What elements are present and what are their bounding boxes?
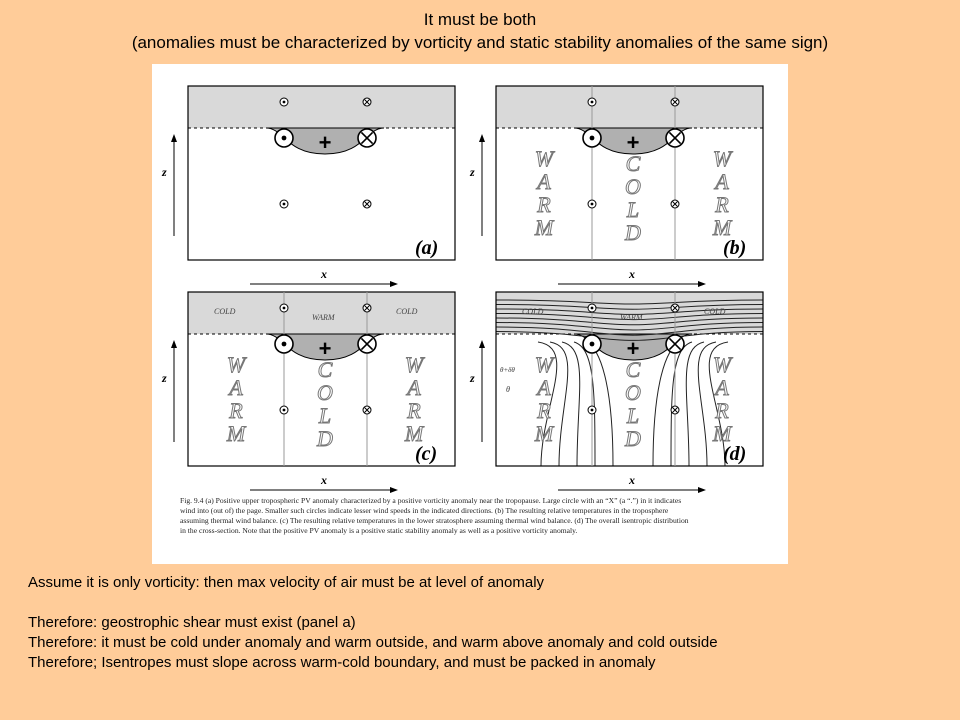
- plus-symbol: +: [626, 130, 640, 155]
- figure-diagram: [152, 64, 788, 564]
- wind-out-small-dot: [283, 203, 286, 206]
- plus-symbol: +: [318, 130, 332, 155]
- x-axis-arrowhead: [698, 487, 706, 493]
- cold-region-label: C: [625, 357, 641, 382]
- cold-region-label: O: [317, 380, 333, 405]
- upper-cold-label: COLD: [214, 307, 236, 316]
- figure-panel: [152, 64, 788, 564]
- theta-upper-label: θ+δθ: [500, 366, 515, 374]
- x-axis-arrowhead: [390, 487, 398, 493]
- z-axis-arrowhead: [479, 134, 485, 142]
- wind-out-large-dot: [282, 136, 287, 141]
- warm-region-label: A: [537, 375, 551, 400]
- note-line-4: Therefore; Isentropes must slope across warm-cold boundary, and must be packed in anomaly: [28, 654, 656, 671]
- cold-region-label: O: [625, 380, 641, 405]
- cold-region-label: L: [626, 403, 640, 428]
- stratosphere-layer: [188, 86, 455, 128]
- title-line-1: It must be both: [423, 10, 537, 29]
- warm-region-label: R: [407, 398, 421, 423]
- stratosphere-layer: [496, 86, 763, 128]
- plus-symbol: +: [318, 336, 332, 361]
- panel-label: (a): [415, 237, 439, 259]
- warm-region-label: M: [712, 215, 732, 240]
- warm-region-label: W: [226, 352, 246, 377]
- z-axis-label: z: [470, 371, 475, 385]
- wind-out-small-dot: [283, 307, 286, 310]
- note-line-3: Therefore: it must be cold under anomaly and warm outside, and warm above anomaly and cold outside: [28, 634, 718, 651]
- z-axis-arrowhead: [171, 134, 177, 142]
- caption-line: wind into (out of) the page. Smaller such circles indicate lesser wind speeds in the indicated directions. (b) The resulting relative temperatures in the troposphere: [180, 506, 669, 515]
- warm-region-label: R: [537, 398, 551, 423]
- wind-out-large-dot: [590, 342, 595, 347]
- warm-region-label: R: [715, 192, 729, 217]
- warm-region-label: W: [712, 352, 732, 377]
- x-axis-label: x: [321, 267, 327, 281]
- z-axis-label: z: [470, 165, 475, 179]
- theta-lower-label: θ: [506, 385, 510, 394]
- z-axis-arrowhead: [479, 340, 485, 348]
- isentrope-line: [653, 342, 680, 466]
- warm-region-label: W: [712, 146, 732, 171]
- plus-symbol: +: [626, 336, 640, 361]
- warm-region-label: R: [715, 398, 729, 423]
- title-block: [0, 8, 960, 54]
- z-axis-label: z: [162, 371, 167, 385]
- cold-region-label: D: [317, 426, 333, 451]
- x-axis-label: x: [629, 267, 635, 281]
- upper-cold-label: COLD: [396, 307, 418, 316]
- warm-region-label: A: [715, 169, 729, 194]
- warm-region-label: M: [712, 421, 732, 446]
- isentrope-line: [586, 342, 613, 466]
- notes-block: [28, 573, 948, 673]
- warm-region-label: A: [407, 375, 421, 400]
- x-axis-arrowhead: [390, 281, 398, 287]
- wind-out-small-dot: [591, 101, 594, 104]
- upper-cold-label: COLD: [704, 307, 726, 316]
- warm-region-label: A: [537, 169, 551, 194]
- wind-out-small-dot: [283, 101, 286, 104]
- upper-warm-label: WARM: [620, 313, 643, 322]
- warm-region-label: M: [404, 421, 424, 446]
- warm-region-label: R: [537, 192, 551, 217]
- cold-region-label: C: [625, 151, 641, 176]
- cold-region-label: D: [625, 220, 641, 245]
- panel-label: (c): [415, 443, 438, 465]
- cold-region-label: D: [625, 426, 641, 451]
- warm-region-label: R: [229, 398, 243, 423]
- cold-region-label: L: [626, 197, 640, 222]
- note-line-2: Therefore: geostrophic shear must exist (panel a): [28, 614, 356, 631]
- x-axis-label: x: [629, 473, 635, 487]
- upper-cold-label: COLD: [522, 307, 544, 316]
- warm-region-label: M: [534, 215, 554, 240]
- cold-region-label: O: [625, 174, 641, 199]
- wind-out-small-dot: [591, 409, 594, 412]
- warm-region-label: A: [229, 375, 243, 400]
- x-axis-label: x: [321, 473, 327, 487]
- figure-caption: [180, 496, 770, 536]
- caption-line: Fig. 9.4 (a) Positive upper tropospheric PV anomaly characterized by a positive vorticity anomaly near the tropopause. Large circle with an “X” (a “.”) in it indicates: [180, 496, 682, 505]
- panel-label: (b): [723, 237, 747, 259]
- warm-region-label: W: [534, 352, 554, 377]
- wind-out-small-dot: [591, 203, 594, 206]
- wind-out-large-dot: [590, 136, 595, 141]
- panel-label: (d): [723, 443, 747, 465]
- caption-line: assuming thermal wind balance. (c) The resulting relative temperatures in the lower stratosphere assuming thermal wind balance. (d) The overall isentropic distribution: [180, 516, 689, 525]
- wind-out-small-dot: [283, 409, 286, 412]
- z-axis-label: z: [162, 165, 167, 179]
- warm-region-label: M: [226, 421, 246, 446]
- caption-line: in the cross-section. Note that the positive PV anomaly is a positive static stability anomaly as well as a positive vorticity anomaly.: [180, 526, 578, 535]
- warm-region-label: A: [715, 375, 729, 400]
- upper-warm-label: WARM: [312, 313, 335, 322]
- warm-region-label: W: [404, 352, 424, 377]
- warm-region-label: W: [534, 146, 554, 171]
- title-line-2: (anomalies must be characterized by vorticity and static stability anomalies of the same sign): [131, 33, 829, 52]
- warm-region-label: M: [534, 421, 554, 446]
- wind-out-small-dot: [591, 307, 594, 310]
- z-axis-arrowhead: [171, 340, 177, 348]
- wind-out-large-dot: [282, 342, 287, 347]
- cold-region-label: C: [317, 357, 333, 382]
- cold-region-label: L: [318, 403, 332, 428]
- x-axis-arrowhead: [698, 281, 706, 287]
- note-line-1: Assume it is only vorticity: then max velocity of air must be at level of anomaly: [28, 574, 545, 591]
